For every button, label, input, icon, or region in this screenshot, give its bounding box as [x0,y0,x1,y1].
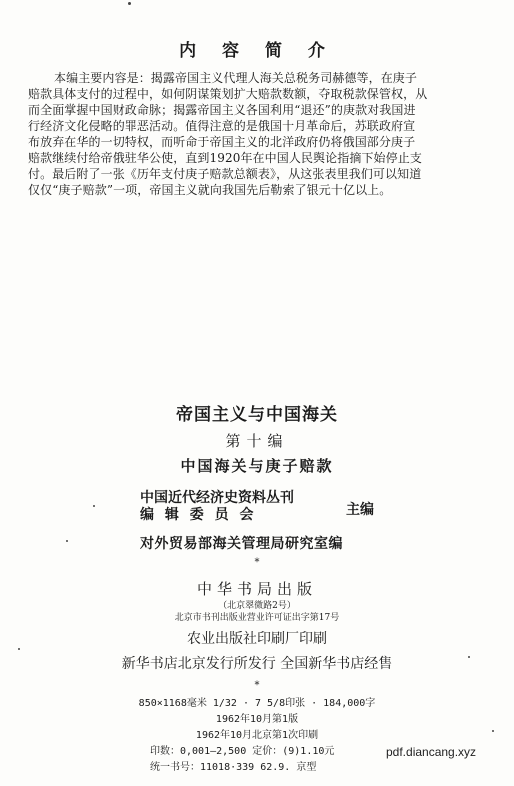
watermark: pdf.diancang.xyz [386,745,477,759]
editor-line: 编 辑 委 员 会 [140,507,257,523]
print-spec: 1962年10月北京第1次印刷 [195,730,319,741]
separator-star: * [254,680,260,691]
summary-line: 赔款具体支付的过程中，如何阴谋策划扩大赔款数额，夺取税款保管权，从 [28,87,428,101]
print-spec: 1962年10月第1版 [215,714,299,725]
summary-line: 行经济文化侵略的罪恶活动。值得注意的是俄国十月革命后，苏联政府宣 [28,119,416,133]
summary-line: 而全面掌握中国财政命脉；揭露帝国主义各国利用“退还”的庚款对我国进 [28,103,416,117]
publisher: 中华书局出版 [196,580,317,598]
book-subtitle: 中国海关与庚子赔款 [180,457,334,475]
scan-speck [128,2,131,5]
secondary-editor: 对外贸易部海关管理局研究室编 [140,536,343,552]
scan-speck [66,540,68,542]
distributor: 新华书店北京发行所发行 全国新华书店经售 [121,656,393,672]
printer: 农业出版社印刷厂印刷 [187,631,327,647]
summary-line: 布放弃在华的一切特权，而听命于帝国主义的北洋政府仍将俄国部分庚子 [28,135,416,149]
summary-line: 仅仅“庚子赔款”一项，帝国主义就向我国先后勒索了银元十亿以上。 [28,183,392,197]
print-spec: 850×1168毫米 1/32 · 7 5/8印张 · 184,000字 [138,698,376,709]
scan-speck [468,656,470,658]
summary-title: 内 容 简 介 [179,41,335,61]
publishing-license: 北京市书刊出版业营业许可证出字第17号 [174,613,340,623]
volume-label: 第十编 [225,432,289,450]
book-title: 帝国主义与中国海关 [176,405,338,425]
print-spec: 统一书号：11018·339 62.9. 京型 [150,762,317,773]
summary-line: 付。最后附了一张《历年支付庚子赔款总额表》，从这张表里我们可以知道 [28,167,422,181]
scan-speck [93,505,95,507]
editor-role: 主编 [346,502,374,518]
scan-speck [18,648,20,650]
print-spec: 印数：0,001—2,500 定价：(9)1.10元 [150,746,335,757]
editor-line: 中国近代经济史资料丛刊 [140,490,294,506]
summary-line: 本编主要内容是：揭露帝国主义代理人海关总税务司赫德等，在庚子 [54,71,418,85]
scan-speck [492,730,494,732]
summary-line: 赔款继续付给帝俄驻华公使，直到1920年在中国人民舆论指摘下始停止支 [28,151,422,165]
separator-star: * [254,557,260,568]
publisher-address: （北京翠微路2号） [218,601,296,611]
editor-block [140,490,294,524]
